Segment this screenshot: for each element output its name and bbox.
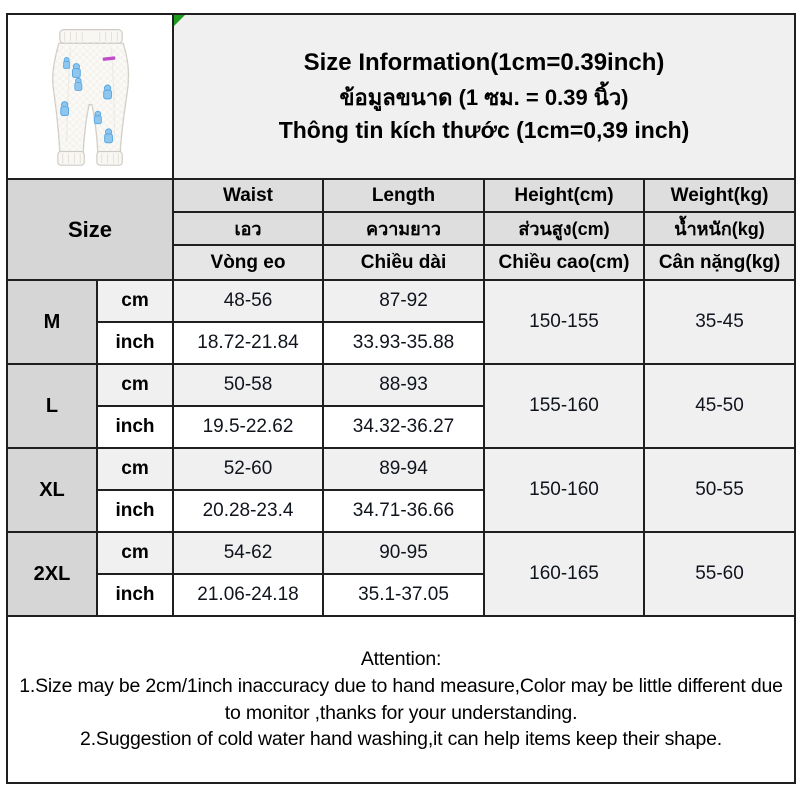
- title-thai: ข้อมูลขนาด (1 ซม. = 0.39 นิ้ว): [339, 84, 629, 110]
- xl-waist-cm: 52-60: [173, 448, 323, 490]
- header-waist-en: Waist: [173, 179, 323, 212]
- l-waist-cm: 50-58: [173, 364, 323, 406]
- unit-label-cm: cm: [97, 280, 173, 322]
- header-waist-th: เอว: [173, 212, 323, 245]
- unit-label-inch: inch: [97, 322, 173, 364]
- cuffs: [58, 152, 122, 166]
- xl-length-inch: 34.71-36.66: [323, 490, 484, 532]
- header-weight-th: น้ำหนัก(kg): [644, 212, 795, 245]
- header-weight-en: Weight(kg): [644, 179, 795, 212]
- product-image-cell: [7, 14, 173, 179]
- header-length-th: ความยาว: [323, 212, 484, 245]
- size-header-cell: Size: [7, 179, 173, 280]
- row-m-cm: [7, 280, 795, 322]
- m-waist-cm: 48-56: [173, 280, 323, 322]
- 2xl-waist-inch: 21.06-24.18: [173, 574, 323, 616]
- header-height-en: Height(cm): [484, 179, 644, 212]
- header-length-en: Length: [323, 179, 484, 212]
- 2xl-length-cm: 90-95: [323, 532, 484, 574]
- title-vietnamese: Thông tin kích thước (1cm=0,39 inch): [278, 116, 690, 143]
- attention-row: [7, 616, 795, 783]
- header-height-vi: Chiều cao(cm): [484, 245, 644, 280]
- size-label-2xl: 2XL: [7, 532, 97, 616]
- 2xl-length-inch: 35.1-37.05: [323, 574, 484, 616]
- 2xl-waist-cm: 54-62: [173, 532, 323, 574]
- title-cell: [173, 14, 795, 179]
- m-waist-inch: 18.72-21.84: [173, 322, 323, 364]
- header-row-english: [7, 179, 795, 212]
- title-row: [7, 14, 795, 179]
- 2xl-height: 160-165: [484, 532, 644, 616]
- size-label-xl: XL: [7, 448, 97, 532]
- m-length-inch: 33.93-35.88: [323, 322, 484, 364]
- size-label-m: M: [7, 280, 97, 364]
- xl-height: 150-160: [484, 448, 644, 532]
- m-height: 150-155: [484, 280, 644, 364]
- row-xl-cm: [7, 448, 795, 490]
- header-weight-vi: Cân nặng(kg): [644, 245, 795, 280]
- title-english: Size Information(1cm=0.39inch): [303, 48, 665, 76]
- pants-product-image: [10, 15, 172, 173]
- l-waist-inch: 19.5-22.62: [173, 406, 323, 448]
- row-2xl-cm: [7, 532, 795, 574]
- unit-label-cm: cm: [97, 448, 173, 490]
- m-weight: 35-45: [644, 280, 795, 364]
- unit-label-inch: inch: [97, 574, 173, 616]
- attention-cell: [7, 616, 795, 783]
- xl-waist-inch: 20.28-23.4: [173, 490, 323, 532]
- green-corner-flag-icon: [174, 15, 185, 26]
- size-table: [6, 13, 796, 784]
- size-label-l: L: [7, 364, 97, 448]
- m-length-cm: 87-92: [323, 280, 484, 322]
- 2xl-weight: 55-60: [644, 532, 795, 616]
- unit-label-inch: inch: [97, 490, 173, 532]
- xl-weight: 50-55: [644, 448, 795, 532]
- attention-line-2: 2.Suggestion of cold water hand washing,it can help items keep their shape.: [80, 728, 722, 751]
- row-l-cm: [7, 364, 795, 406]
- unit-label-cm: cm: [97, 532, 173, 574]
- unit-label-inch: inch: [97, 406, 173, 448]
- l-length-cm: 88-93: [323, 364, 484, 406]
- l-height: 155-160: [484, 364, 644, 448]
- header-waist-vi: Vòng eo: [173, 245, 323, 280]
- attention-heading: Attention:: [360, 647, 442, 670]
- attention-line-1: 1.Size may be 2cm/1inch inaccuracy due to hand measure,Color may be little different due to monitor ,thanks for your understanding.: [19, 674, 783, 724]
- header-length-vi: Chiều dài: [323, 245, 484, 280]
- unit-label-cm: cm: [97, 364, 173, 406]
- l-length-inch: 34.32-36.27: [323, 406, 484, 448]
- xl-length-cm: 89-94: [323, 448, 484, 490]
- l-weight: 45-50: [644, 364, 795, 448]
- header-height-th: ส่วนสูง(cm): [484, 212, 644, 245]
